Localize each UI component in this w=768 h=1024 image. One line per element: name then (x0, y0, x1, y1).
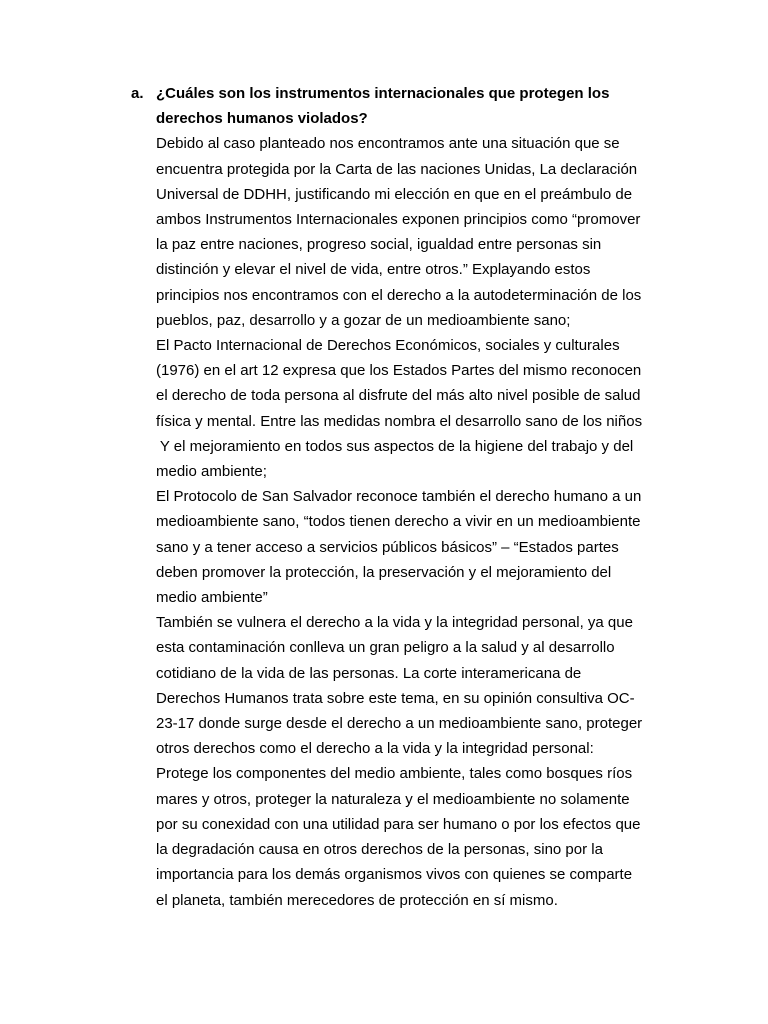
question-line: ¿Cuáles son los instrumentos internacionales que protegen los (156, 85, 610, 102)
body-line: Protege los componentes del medio ambiente, tales como bosques ríos (156, 765, 633, 783)
body-line: otros derechos como el derecho a la vida y la integridad personal: (156, 740, 594, 758)
body-line: principios nos encontramos con el derecho a la autodeterminación de los (156, 286, 642, 304)
question-heading (156, 81, 671, 131)
body-line: También se vulnera el derecho a la vida y la integridad personal, ya que (156, 614, 633, 632)
body-line: Debido al caso planteado nos encontramos ante una situación que se (156, 135, 620, 153)
body-line: El Pacto Internacional de Derechos Económicos, sociales y culturales (156, 337, 620, 355)
question-line: derechos humanos violados? (156, 110, 368, 128)
body-line: sano y a tener acceso a servicios públicos básicos” – “Estados partes (156, 538, 619, 556)
body-line: esta contaminación conlleva un gran peligro a la salud y al desarrollo (156, 639, 615, 657)
body-line: (1976) en el art 12 expresa que los Estados Partes del mismo reconocen (156, 362, 642, 380)
body-line: medioambiente sano, “todos tienen derecho a vivir en un medioambiente (156, 513, 641, 531)
item-content (156, 81, 671, 913)
body-line: 23-17 donde surge desde el derecho a un medioambiente sano, proteger (156, 715, 643, 733)
list-item-a (131, 81, 671, 913)
body-line: distinción y elevar el nivel de vida, entre otros.” Explayando estos (156, 261, 591, 279)
body-line: el planeta, también merecedores de protección en sí mismo. (156, 891, 558, 909)
body-line: encuentra protegida por la Carta de las naciones Unidas, La declaración (156, 160, 638, 178)
body-line: ambos Instrumentos Internacionales exponen principios como “promover (156, 211, 641, 229)
body-line: medio ambiente” (156, 589, 268, 607)
body-line: Derechos Humanos trata sobre este tema, en su opinión consultiva OC- (156, 689, 635, 707)
body-line: Universal de DDHH, justificando mi elección en que en el preámbulo de (156, 185, 633, 203)
body-line: mares y otros, proteger la naturaleza y el medioambiente no solamente (156, 790, 630, 808)
body-line: cotidiano de la vida de las personas. La corte interamericana de (156, 664, 582, 682)
body-line: deben promover la protección, la preservación y el mejoramiento del (156, 563, 612, 581)
body-line: el derecho de toda persona al disfrute del más alto nivel posible de salud (156, 387, 641, 405)
body-line: la paz entre naciones, progreso social, igualdad entre personas sin (156, 236, 602, 254)
answer-body (156, 131, 671, 912)
body-line: importancia para los demás organismos vivos con quienes se comparte (156, 866, 633, 884)
body-line: por su conexidad con una utilidad para ser humano o por los efectos que (156, 815, 641, 833)
body-line: medio ambiente; (156, 463, 267, 481)
body-line: Y el mejoramiento en todos sus aspectos de la higiene del trabajo y del (156, 437, 634, 455)
body-line: la degradación causa en otros derechos de la personas, sino por la (156, 841, 603, 859)
body-line: El Protocolo de San Salvador reconoce también el derecho humano a un (156, 488, 642, 506)
body-line: pueblos, paz, desarrollo y a gozar de un medioambiente sano; (156, 311, 571, 329)
list-marker: a. (131, 85, 144, 102)
body-line: física y mental. Entre las medidas nombra el desarrollo sano de los niños (156, 412, 643, 430)
